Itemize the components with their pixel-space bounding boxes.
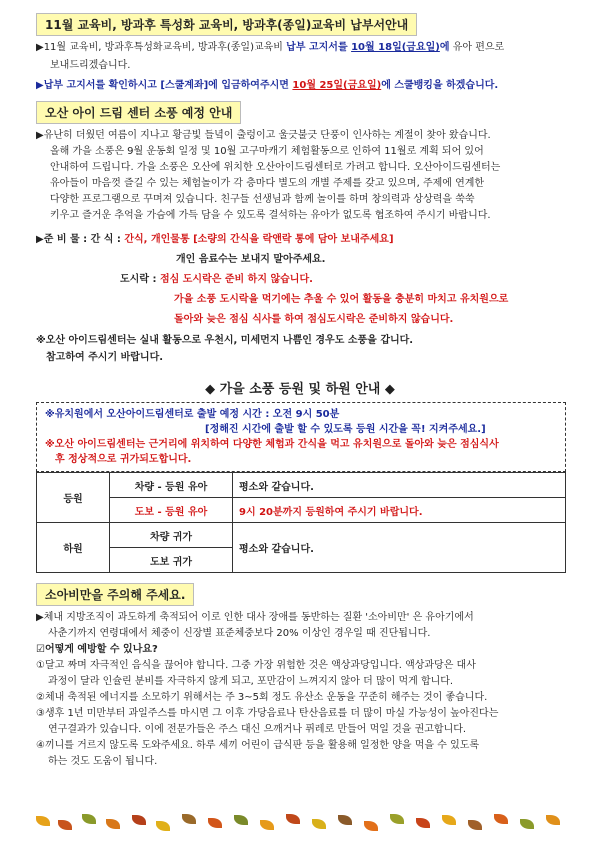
leaf-icon	[182, 814, 196, 824]
rain-note-cont: 참고하여 주시기 바랍니다.	[46, 352, 164, 363]
prep-drink: 개인 음료수는 보내지 말아주세요.	[176, 254, 326, 265]
leaf-icon	[494, 814, 508, 824]
section-4-title: 소아비만을 주의해 주세요.	[36, 583, 194, 606]
picnic-intro: ▶유난히 더웠던 여름이 지나고 황금빛 들녘이 출렁이고 울긋불긋 단풍이 인사하는 계절이 찾아 왔습니다. 올해 가을 소풍은 9월 운동회 일정 및 10월 고구마캐기 체험활동으로 인하여 11월로 계획 되어 있어 안내하여 드립니다. 가을 소풍은 오산에 위치한 오산아이드림센터로 가려고 합니다. 오산아이드림센터는 유아들이 마음껏 즐길 수 있는 체험놀이가 각 층마다 별도의 개별 주제를 갖고 있으며, 주제에 연계한 다양한 프로그램으로 꾸며져 있습니다. 친구들 선생님과 함께 놀이를 하며 창의력과 상상력을 쑥쑥 키우고 즐거운 추억을 가슴에 가득 담을 수 있도록 결석하는 유아가 없도록 협조하여 주시기 바랍니다.	[36, 130, 501, 221]
leaf-icon	[286, 814, 300, 824]
leaf-icon	[520, 819, 534, 829]
walk-go: 도보 - 등원 유아	[110, 498, 233, 523]
leaf-icon	[260, 820, 274, 830]
car-go-note: 평소와 같습니다.	[233, 473, 566, 498]
leaf-icon	[208, 818, 222, 828]
leaf-icon	[36, 816, 50, 826]
departure-info-box: ※유치원에서 오산아이드림센터로 출발 예정 시간 : 오전 9시 50분 [정해진 시간에 출발 할 수 있도록 등원 시간을 꼭! 지켜주세요.] ※오산 아이드림센터는 근거리에 위치하여 다양한 체험과 간식을 먹고 유치원으로 돌아와 늦은 점심식사 후 정상적으로 귀가되도합니다.	[36, 402, 566, 472]
leave-note: 평소와 같습니다.	[233, 523, 566, 573]
autumn-leaves-decoration	[36, 810, 566, 834]
section-1-title: 11월 교육비, 방과후 특성화 교육비, 방과후(종일)교육비 납부서안내	[36, 13, 417, 36]
fee-notice-line-2: ▶납부 고지서를 확인하시고 [스쿨계좌]에 입금하여주시면 10월 25일(금요일)에 스쿨뱅킹을 하겠습니다.	[36, 80, 499, 91]
go-label: 등원	[37, 473, 110, 523]
obesity-info: ▶체내 지방조직이 과도하게 축적되어 이로 인한 대사 장애를 동반하는 질환 '소아비만' 은 유아기에서 사춘기까지 연령대에서 체중이 신장별 표준체중보다 20% 이상인 경우일 때 진단됩니다. ☑어떻게 예방할 수 있나요? ①달고 짜며 자극적인 음식을 끊어야 합니다. 그중 가장 위험한 것은 액상과당입니다. 액상과당은 대사 과정이 달라 인슐린 분비를 자극하지 않게 되고, 포만감이 느껴지지 않아 더 많이 먹게 합니다. ②체내 축적된 에너지를 소모하기 위해서는 주 3~5회 정도 유산소 운동을 꾸준히 해주는 것이 좋습니다. ③생후 1년 미만부터 과일주스를 마시면 그 이후 가당음료나 탄산음료를 더 많이 마실 가능성이 높아진다는 연구결과가 있습니다. 이에 전문가들은 주스 대신 으깨거나 퓌레로 만들어 먹일 것을 권고합니다. ④끼니를 거르지 않도록 도와주세요. 하루 세끼 어린이 급식판 등을 활용해 일정한 양을 먹을 수 있도록 하는 것도 도움이 됩니다.	[36, 612, 499, 767]
leaf-icon	[442, 815, 456, 825]
leaf-icon	[106, 819, 120, 829]
walk-go-note: 9시 20분까지 등원하여 주시기 바랍니다.	[233, 498, 566, 523]
car-leave: 차량 귀가	[110, 523, 233, 548]
leaf-icon	[364, 821, 378, 831]
section-2-title: 오산 아이 드림 센터 소풍 예정 안내	[36, 101, 241, 124]
leaf-icon	[468, 820, 482, 830]
leaf-icon	[58, 820, 72, 830]
leaf-icon	[312, 819, 326, 829]
car-go: 차량 - 등원 유아	[110, 473, 233, 498]
leaf-icon	[234, 815, 248, 825]
walk-leave: 도보 귀가	[110, 548, 233, 573]
leaf-icon	[338, 815, 352, 825]
section-3-title: ◆ 가을 소풍 등원 및 하원 안내 ◆	[205, 382, 395, 397]
leaf-icon	[390, 814, 404, 824]
leave-label: 하원	[37, 523, 110, 573]
prep-items: ▶준 비 물 : 간 식 : 간식, 개인물통 [소량의 간식을 락앤락 통에 담아 보내주세요]	[36, 234, 394, 245]
schedule-table	[36, 472, 566, 573]
leaf-icon	[546, 815, 560, 825]
lunch-note-1: 가을 소풍 도시락을 먹기에는 추울 수 있어 활동을 충분히 마치고 유치원으로	[174, 294, 509, 305]
lunch-box: 도시락 : 점심 도시락은 준비 하지 않습니다.	[120, 274, 313, 285]
rain-note: ※오산 아이드림센터는 실내 활동으로 우천시, 미세먼지 나쁨인 경우도 소풍을 갑니다.	[36, 335, 414, 346]
fee-notice-line-1-cont: 보내드리겠습니다.	[50, 60, 131, 71]
leaf-icon	[132, 815, 146, 825]
fee-notice-line-1: ▶11월 교육비, 방과후특성화교육비, 방과후(종일)교육비 납부 고지서를 10월 18일(금요일)에 유아 편으로	[36, 42, 505, 53]
leaf-icon	[82, 814, 96, 824]
leaf-icon	[416, 818, 430, 828]
leaf-icon	[156, 821, 170, 831]
lunch-note-2: 돌아와 늦은 점심 식사를 하여 점심도시락은 준비하지 않습니다.	[174, 314, 454, 325]
